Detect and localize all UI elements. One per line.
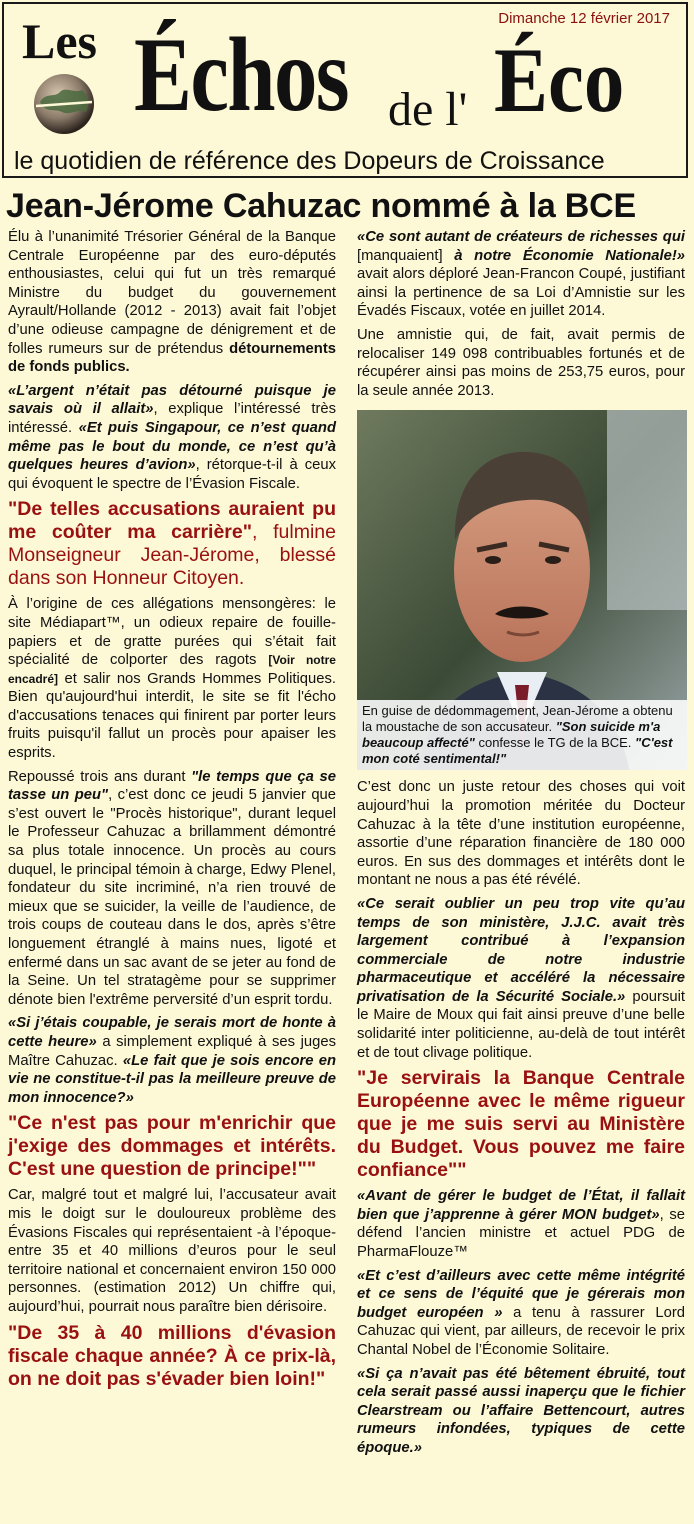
- pull-quote: "De 35 à 40 millions d'évasion fiscale chaque année? À ce prix-là, on ne doit pas s'évader bien loin!": [8, 1321, 336, 1390]
- paragraph: «Et c’est d’ailleurs avec cette même intégrité et ce sens de l’équité que je gérerais mon budget européen » a tenu à rassurer Lord Cahuzac qui vient, par ailleurs, de recevoir le prix Chantal Nobel de l’Économie Solitaire.: [357, 1267, 685, 1358]
- paragraph: «Ce sont autant de créateurs de richesses qui [manquaient] à notre Économie Nationale!» avait alors déploré Jean-Francon Coupé, justifiant ainsi la pertinence de sa Loi d’Amnistie sur les Évadés Fiscaux, votée en juillet 2014.: [357, 229, 685, 320]
- title-les: Les: [22, 13, 97, 69]
- paragraph: «Ce serait oublier un peu trop vite qu’au temps de son ministère, J.J.C. avait très largement contribué à l’expansion commerciale de notre industrie pharmaceutique et accéléré la nécessaire privatisation de la Sécurité Sociale.» poursuit le Maire de Moux qui fait ainsi preuve d’une belle solidarité inter politicienne, au-delà de tout intérêt et de tout clivage politique.: [357, 895, 685, 1061]
- tagline: le quotidien de référence des Dopeurs de Croissance: [14, 147, 605, 175]
- photo-caption: En guise de dédommagement, Jean-Jérome a obtenu la moustache de son accusateur. "Son suicide m'a beaucoup affecté" confesse le TG de la BCE. "C'est mon coté sentimental!": [357, 700, 687, 770]
- title-eco: Éco: [494, 29, 625, 131]
- paragraph: Car, malgré tout et malgré lui, l’accusateur avait mis le doigt sur le douloureux problème des Évasions Fiscales qui représentaient -à l’époque- entre 35 et 40 millions d’euros pour le seul territoire national et concernaient environ 150 000 personnes. (estimation 2012) Un chiffre qui, aujourd’hui, pourrait nous paraître bien dérisoire.: [8, 1187, 336, 1315]
- earth-globe-icon: [32, 72, 96, 136]
- masthead: [2, 2, 688, 178]
- title-de: de l': [388, 83, 468, 136]
- paragraph: «Avant de gérer le budget de l’État, il fallait bien que j’apprenne à gérer MON budget», se défend l’ancien ministre et actuel PDG de PharmaFlouze™: [357, 1188, 685, 1261]
- left-column: [8, 228, 336, 1396]
- paragraph: À l’origine de ces allégations mensongères: le site Médiapart™, un odieux repaire de fouille-papiers et de gratte purées qui s’était fait spécialité de colporter des ragots [Voir notre encadré] et salir nos Grands Hommes Politiques. Bien qu'aujourd'hui interdit, le site se fit l'écho d'accusations tenaces qui finirent par porter leurs fruits puisqu'il fallut un procès pour apaiser les esprits.: [8, 596, 336, 762]
- paragraph: C’est donc un juste retour des choses qui voit aujourd’hui la promotion méritée du Docteur Cahuzac à la tête d’une institution européenne, assortie d’une réparation financière de 180 000 euros. En sus des dommages et intérêts dont le montant ne nous a pas été révélé.: [357, 779, 685, 889]
- headline: Jean-Jérome Cahuzac nommé à la BCE: [6, 187, 636, 225]
- paragraph: Une amnistie qui, de fait, avait permis de relocaliser 149 098 contribuables fortunés et de récupérer ainsi pas moins de 253,75 euros, pour la seule année 2013.: [357, 326, 685, 399]
- paragraph: Repoussé trois ans durant "le temps que ça se tasse un peu", c’est donc ce jeudi 5 janvier que s’est ouvert le "Procès historique", durant lequel le Professeur Cahuzac a brillamment démontré sa plus totale innocence. Un procès au cours duquel, le principal témoin à charge, Edwy Plenel, fondateur du site incriminé, n’a rien trouvé de mieux que se suicider, la veille de l’audience, de trois coups de couteau dans le dos, après s’être longuement étranglé à mains nues, ligoté et enfermé dans un sac avant de se jeter au fond de la Seine. Un tel stratagème pour se supprimer dénote bien l'extrême perversité d’un esprit tordu.: [8, 768, 337, 1008]
- paragraph: «L’argent n’était pas détourné puisque je savais où il allait», explique l’intéressé très intéressé. «Et puis Singapour, ce n’est quand même pas le bout du monde, ce n’est qu’à quelques heures d’avion», rétorque-t-il à ceux qui évoquent le spectre de l’Évasion Fiscale.: [8, 382, 336, 492]
- issue-date: Dimanche 12 février 2017: [498, 10, 670, 27]
- pull-quote: "Ce n'est pas pour m'enrichir que j'exige des dommages et intérêts. C'est une question de principe!"": [8, 1112, 336, 1181]
- right-column: [357, 228, 685, 1463]
- paragraph: «Si j’étais coupable, je serais mort de honte à cette heure» a simplement expliqué à ses juges Maître Cahuzac. «Le fait que je sois encore en vie ne constitue-t-il pas la meilleure preuve de mon innocence?»: [8, 1015, 336, 1106]
- portrait-photo: [357, 410, 687, 770]
- title-echos: Échos: [134, 16, 348, 133]
- paragraph: «Si ça n’avait pas été bêtement ébruité, tout cela serait passé aussi inaperçu que le fichier Clearstream ou l’affaire Bettencourt, autres rumeurs infondées, typiques de cette époque.»: [357, 1365, 685, 1456]
- pull-quote: "De telles accusations auraient pu me coûter ma carrière", fulmine Monseigneur Jean-Jérome, blessé dans son Honneur Citoyen.: [8, 498, 336, 590]
- pull-quote: "Je servirais la Banque Centrale Européenne avec le même rigueur que je me suis servi au Ministère du Budget. Vous pouvez me faire confiance"": [357, 1067, 685, 1182]
- paragraph: Élu à l’unanimité Trésorier Général de la Banque Centrale Européenne par des euro-députés enthousiastes, celui qui fut un très remarqué Ministre du budget du gouvernement Ayrault/Hollande (2012 - 2013) avait fait l’objet d’une odieuse campagne de dénigrement et de folles rumeurs sur de prétendus détournements de fonds publics.: [8, 229, 336, 376]
